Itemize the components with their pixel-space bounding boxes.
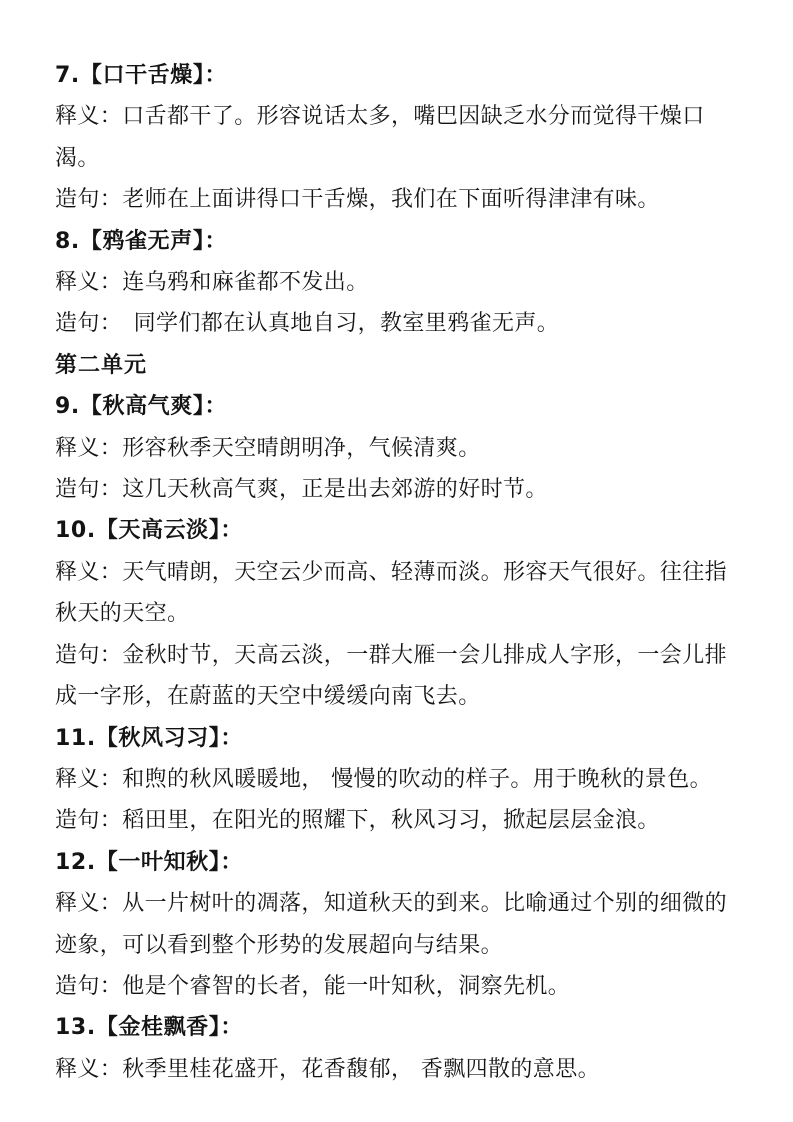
idiom-entry [55,718,743,842]
idiom-example: 造句：老师在上面讲得口干舌燥，我们在下面听得津津有味。 [55,187,660,213]
idiom-heading: 8.【鸦雀无声】： [55,228,228,254]
idiom-example: 造句：稻田里，在阳光的照耀下，秋风习习，掀起层层金浪。 [55,808,660,834]
idiom-entry [55,510,743,717]
idiom-entry [55,842,743,1008]
idiom-entry [55,55,743,221]
idiom-heading: 10.【天高云淡】： [55,518,243,544]
idiom-heading: 13.【金桂飘香】： [55,1015,243,1041]
idiom-heading: 9.【秋高气爽】： [55,394,228,420]
idiom-heading: 12.【一叶知秋】： [55,849,243,875]
idiom-definition: 释义：形容秋季天空晴朗明净，气候清爽。 [55,435,481,461]
idiom-definition: 释义：口舌都干了。形容说话太多，嘴巴因缺乏水分而觉得干燥口渴。 [55,104,705,171]
idiom-entry [55,1007,743,1090]
idiom-definition: 释义：天气晴朗，天空云少而高、轻薄而淡。形容天气很好。往往指秋天的天空。 [55,559,728,627]
idiom-example: 造句：他是个睿智的长者，能一叶知秋，洞察先机。 [55,973,571,999]
idiom-example: 造句： 同学们都在认真地自习，教室里鸦雀无声。 [55,311,560,337]
idiom-definition: 释义：秋季里桂花盛开，花香馥郁， 香飘四散的意思。 [55,1056,600,1082]
idiom-definition: 释义：从一片树叶的凋落，知道秋天的到来。比喻通过个别的细微的迹象，可以看到整个形势的发展超向与结果。 [55,891,728,958]
idiom-example: 造句：这几天秋高气爽，正是出去郊游的好时节。 [55,477,548,503]
idiom-heading: 11.【秋风习习】： [55,725,243,751]
idiom-definition: 释义：和煦的秋风暖暖地， 慢慢的吹动的样子。用于晚秋的景色。 [55,766,712,792]
idiom-example: 造句：金秋时节，天高云淡，一群大雁一会儿排成人字形，一会儿排成一字形，在蔚蓝的天空中缓缓向南飞去。 [55,642,728,710]
idiom-entry [55,386,743,510]
idiom-entry [55,221,743,345]
unit-heading: 第二单元 [55,352,148,378]
idiom-definition: 释义：连乌鸦和麻雀都不发出。 [55,270,369,296]
idiom-heading: 7.【口干舌燥】： [55,63,228,88]
